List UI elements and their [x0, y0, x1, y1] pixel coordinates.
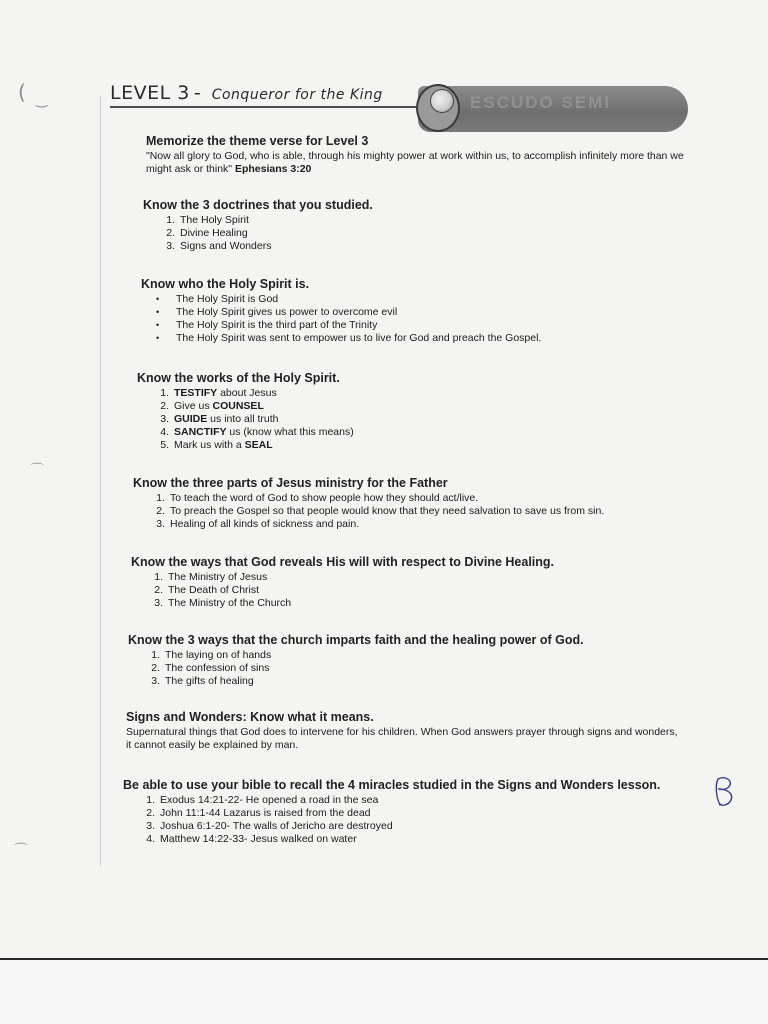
- list-item: 1. The Ministry of Jesus: [154, 571, 268, 583]
- signs-text: Supernatural things that God does to intervene for his children. When God answers prayer through signs and wonders, it cannot easily be explained by man.: [126, 726, 678, 751]
- document-header: [110, 80, 690, 136]
- section-works: [137, 371, 727, 452]
- section-heading: Know the ways that God reveals His will with respect to Divine Healing.: [131, 555, 555, 569]
- miracles-list: [123, 794, 671, 846]
- works-list: [137, 387, 727, 452]
- list-item: 1. To teach the word of God to show people how they should act/live.: [156, 492, 479, 504]
- section-heading: Know the 3 ways that the church imparts faith and the healing power of God.: [128, 633, 584, 647]
- section-miracles: [123, 778, 671, 846]
- list-item: • The Holy Spirit is the third part of the Trinity: [156, 319, 378, 331]
- list-item: • The Holy Spirit was sent to empower us to live for God and preach the Gospel.: [156, 332, 542, 344]
- list-item: 3. GUIDE us into all truth: [160, 413, 279, 425]
- banner-circle-icon: [430, 89, 454, 113]
- holy-spirit-list: [141, 293, 731, 345]
- list-item: 1. Exodus 14:21-22- He opened a road in the sea: [146, 794, 379, 806]
- verse-quote: "Now all glory to God, who is able, through his mighty power at work within us, to accomplish infinitely more than we might ask or think": [146, 150, 684, 175]
- ministry-list: [133, 492, 723, 531]
- header-underline: [110, 106, 420, 108]
- section-heading: Know the three parts of Jesus ministry for the Father: [133, 476, 448, 490]
- section-heading: Know who the Holy Spirit is.: [141, 277, 310, 291]
- level-label: LEVEL 3: [110, 82, 190, 104]
- list-item: 3. Healing of all kinds of sickness and pain.: [156, 518, 360, 530]
- scan-background-bottom: [0, 960, 768, 1024]
- list-item: 2. John 11:1-44 Lazarus is raised from the dead: [146, 807, 371, 819]
- scan-stray-mark: ⌒: [14, 843, 28, 859]
- level-subtitle: Conqueror for the King: [211, 87, 383, 103]
- verse-reference: Ephesians 3:20: [234, 162, 312, 175]
- section-heading: Know the 3 doctrines that you studied.: [143, 198, 373, 212]
- list-item: 2. The Death of Christ: [154, 584, 260, 596]
- section-heading: Signs and Wonders: Know what it means.: [126, 710, 374, 724]
- list-item: 1. TESTIFY about Jesus: [160, 387, 277, 399]
- scan-artifact-line: [100, 96, 101, 866]
- list-item: • The Holy Spirit gives us power to overcome evil: [156, 306, 398, 318]
- section-heading: Know the works of the Holy Spirit.: [137, 371, 340, 385]
- scan-stray-mark: ‿: [36, 92, 48, 108]
- doctrines-list: [143, 214, 733, 253]
- section-heading: Memorize the theme verse for Level 3: [146, 134, 369, 148]
- banner-logo-text: ESCUDO SEMI: [470, 93, 612, 112]
- list-item: 3. Signs and Wonders: [166, 240, 272, 252]
- reveals-list: [131, 571, 721, 610]
- section-imparts: [128, 633, 718, 688]
- scan-stray-mark: (: [18, 80, 26, 104]
- section-holy-spirit: [141, 277, 731, 345]
- list-item: 5. Mark us with a SEAL: [160, 439, 273, 451]
- page-edge: [0, 958, 768, 960]
- page-title: LEVEL 3 - Conqueror for the King: [110, 82, 383, 104]
- section-doctrines: [143, 198, 733, 253]
- list-item: 4. Matthew 14:22-33- Jesus walked on water: [146, 833, 357, 845]
- list-item: 2. Give us COUNSEL: [160, 400, 264, 412]
- list-item: 4. SANCTIFY us (know what this means): [160, 426, 354, 438]
- imparts-list: [128, 649, 718, 688]
- list-item: 3. The gifts of healing: [151, 675, 254, 687]
- list-item: 2. To preach the Gospel so that people would know that they need salvation to save us from sin.: [156, 505, 605, 517]
- list-item: 1. The Holy Spirit: [166, 214, 249, 226]
- scan-stray-mark: ⌒: [30, 463, 44, 479]
- theme-verse-text: [146, 150, 696, 175]
- list-item: 2. Divine Healing: [166, 227, 248, 239]
- list-item: 3. Joshua 6:1-20- The walls of Jericho are destroyed: [146, 820, 393, 832]
- handwritten-mark-icon: [712, 775, 738, 809]
- section-reveals: [131, 555, 721, 610]
- section-heading: Be able to use your bible to recall the 4 miracles studied in the Signs and Wonders lesson.: [123, 778, 661, 792]
- list-item: 3. The Ministry of the Church: [154, 597, 292, 609]
- list-item: • The Holy Spirit is God: [156, 293, 279, 305]
- list-item: 1. The laying on of hands: [151, 649, 272, 661]
- list-item: 2. The confession of sins: [151, 662, 270, 674]
- section-theme-verse: [146, 134, 696, 175]
- section-signs: [126, 710, 682, 751]
- section-ministry: [133, 476, 723, 531]
